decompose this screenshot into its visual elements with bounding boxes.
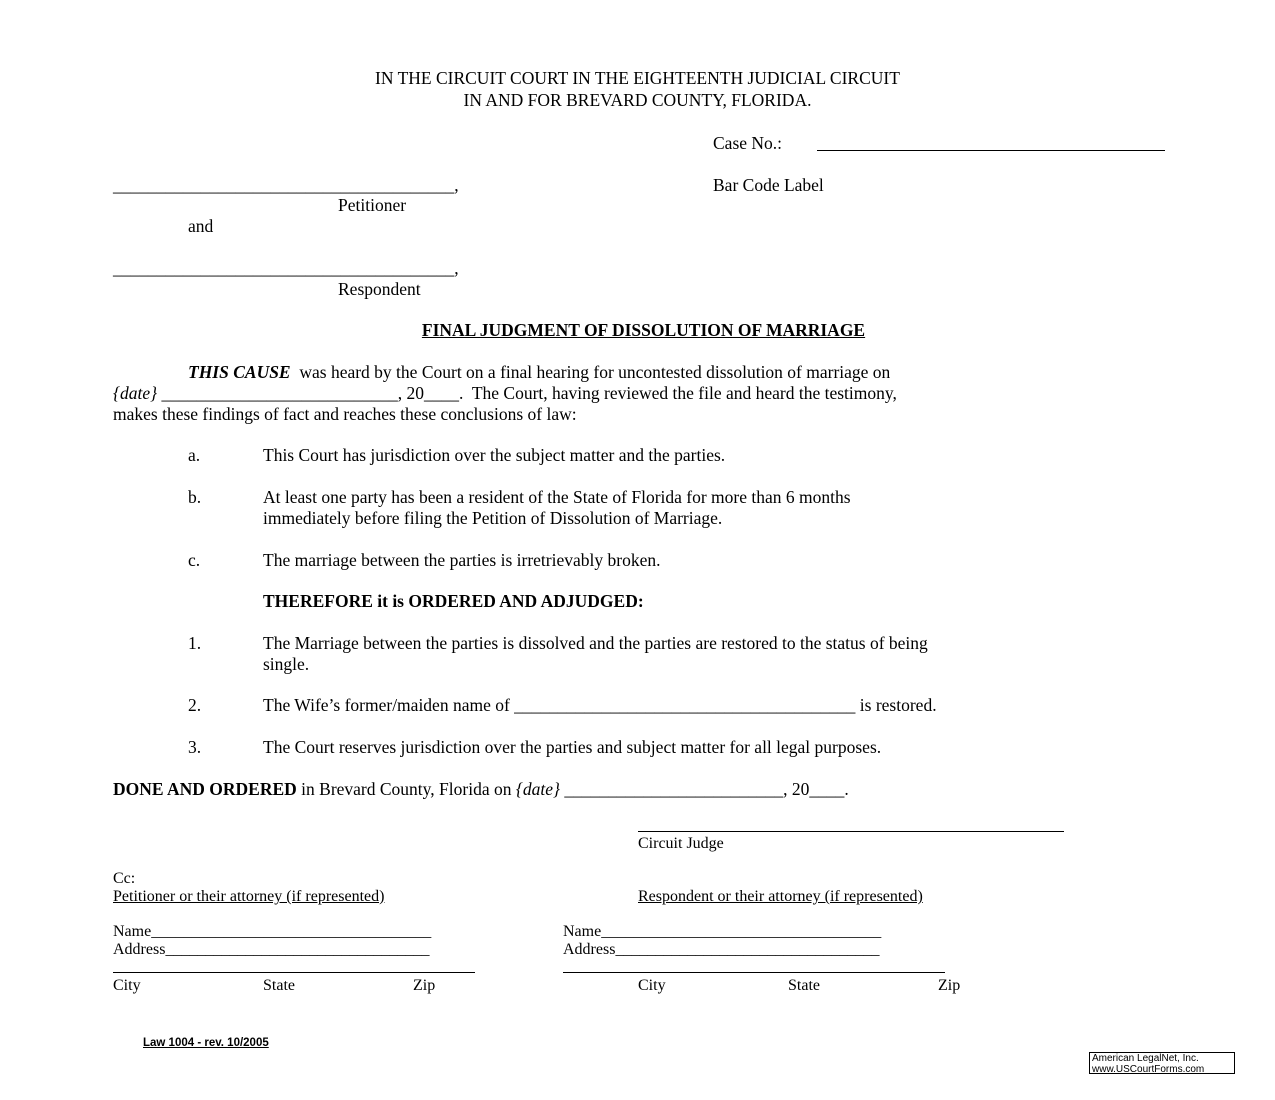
respondent-state-label: State: [788, 977, 820, 994]
order-3-marker: 3.: [188, 737, 202, 757]
court-header-line1: IN THE CIRCUIT COURT IN THE EIGHTEENTH JUDICIAL CIRCUIT: [375, 68, 900, 88]
finding-b-text-line2: immediately before filing the Petition of Dissolution of Marriage.: [263, 508, 723, 528]
petitioner-name-line[interactable]: Name___________________________________: [113, 923, 432, 940]
case-number-label: Case No.:: [713, 133, 783, 153]
and-label: and: [188, 216, 214, 236]
intro-line-1-text: was heard by the Court on a final hearing for uncontested dissolution of marriage on: [290, 362, 891, 382]
cc-label: Cc:: [113, 870, 136, 887]
respondent-label: Respondent: [338, 279, 421, 299]
finding-c-text: The marriage between the parties is irretrievably broken.: [263, 550, 661, 570]
form-id: Law 1004 - rev. 10/2005: [143, 1037, 269, 1049]
order-3-text: The Court reserves jurisdiction over the parties and subject matter for all legal purposes.: [263, 737, 882, 757]
this-cause-label: THIS CAUSE: [188, 362, 291, 382]
respondent-attorney-heading: Respondent or their attorney (if represented): [638, 888, 923, 905]
respondent-name-line[interactable]: Name___________________________________: [563, 923, 882, 940]
petitioner-name-field[interactable]: _______________________________________,: [113, 175, 459, 195]
finding-b-marker: b.: [188, 487, 202, 507]
petitioner-city-state-zip-line[interactable]: [113, 972, 475, 973]
respondent-city-label: City: [638, 977, 666, 994]
done-date-tag: {date}: [515, 779, 560, 799]
court-header-line2: IN AND FOR BREVARD COUNTY, FLORIDA.: [463, 90, 812, 110]
petitioner-label: Petitioner: [338, 195, 407, 215]
intro-line-2: [113, 383, 897, 403]
intro-line-1: [188, 362, 890, 382]
respondent-zip-label: Zip: [938, 977, 961, 994]
case-number-field[interactable]: [817, 150, 1165, 151]
order-1-text-line1: The Marriage between the parties is dissolved and the parties are restored to the status of being: [263, 633, 928, 653]
judge-signature-line[interactable]: [638, 831, 1064, 832]
finding-a-marker: a.: [188, 445, 201, 465]
respondent-city-state-zip-line[interactable]: [563, 972, 945, 973]
petitioner-attorney-heading: Petitioner or their attorney (if represented): [113, 888, 385, 905]
order-1-marker: 1.: [188, 633, 202, 653]
done-text: in Brevard County, Florida on: [296, 779, 516, 799]
respondent-address-line[interactable]: Address_________________________________: [563, 941, 880, 958]
order-1-text-line2: single.: [263, 654, 310, 674]
done-and-ordered-line: [113, 779, 849, 799]
intro-line-3: makes these findings of fact and reaches these conclusions of law:: [113, 404, 577, 424]
publisher-name: American LegalNet, Inc.: [1092, 1053, 1199, 1064]
petitioner-city-label: City: [113, 977, 141, 994]
done-date-field[interactable]: _________________________, 20____.: [559, 779, 849, 799]
order-2-marker: 2.: [188, 695, 202, 715]
publisher-box: [1089, 1052, 1235, 1074]
publisher-url: www.USCourtForms.com: [1092, 1064, 1205, 1075]
done-and-ordered-label: DONE AND ORDERED: [113, 779, 297, 799]
respondent-name-field[interactable]: _______________________________________,: [113, 258, 459, 278]
finding-c-marker: c.: [188, 550, 201, 570]
document-title: FINAL JUDGMENT OF DISSOLUTION OF MARRIAGE: [421, 320, 866, 340]
petitioner-zip-label: Zip: [413, 977, 436, 994]
order-2-text[interactable]: The Wife’s former/maiden name of _______________________________________ is restored.: [263, 695, 937, 715]
petitioner-state-label: State: [263, 977, 295, 994]
finding-a-text: This Court has jurisdiction over the subject matter and the parties.: [263, 445, 726, 465]
circuit-judge-label: Circuit Judge: [638, 835, 724, 852]
therefore-heading: THEREFORE it is ORDERED AND ADJUDGED:: [263, 591, 644, 611]
bar-code-label: Bar Code Label: [713, 175, 824, 195]
intro-line-2-text: ___________________________, 20____. The Court, having reviewed the file and heard the testimony,: [157, 383, 897, 403]
finding-b-text-line1: At least one party has been a resident of the State of Florida for more than 6 months: [263, 487, 851, 507]
intro-date-tag: {date}: [113, 383, 158, 403]
petitioner-address-line[interactable]: Address_________________________________: [113, 941, 430, 958]
